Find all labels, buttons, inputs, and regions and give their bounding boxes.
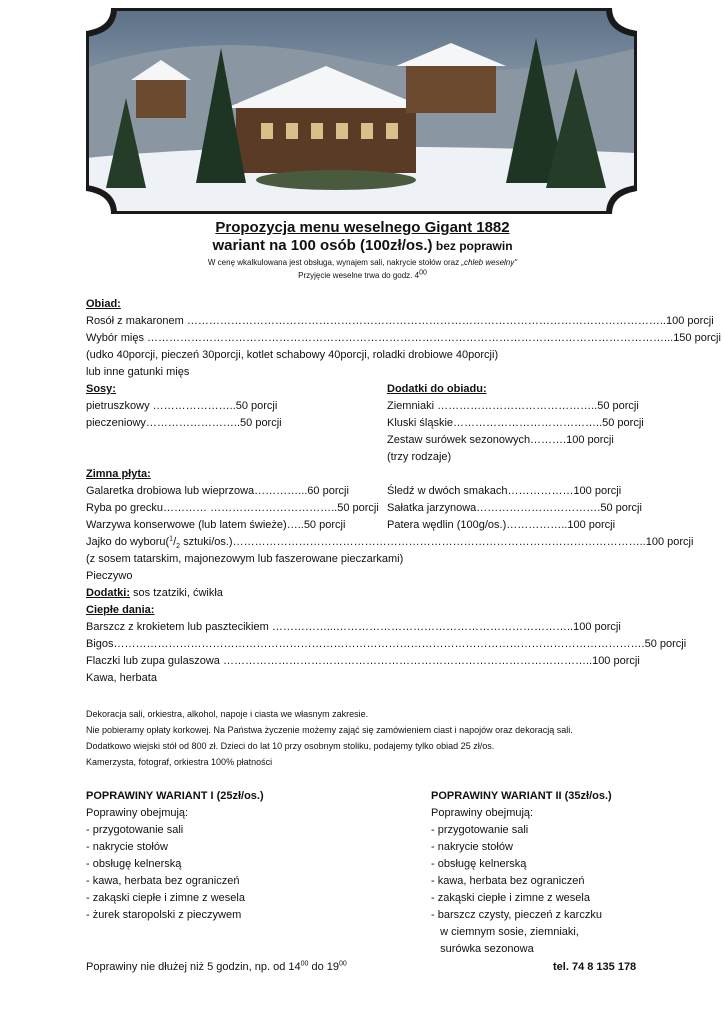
zimna-dodatki-label: Dodatki: xyxy=(86,587,130,599)
duration-sup: 00 xyxy=(419,269,427,277)
zimna-right-item: Śledź w dwóch smakach………………100 porcji xyxy=(387,485,622,497)
zimna-right-item: Sałatka jarzynowa…………………………….50 porcji xyxy=(387,502,642,514)
dodatki-obiad-item: Ziemniaki ……………………………………..50 porcji xyxy=(387,400,639,412)
cieple-heading: Ciepłe dania: xyxy=(86,604,155,616)
dodatki-obiad-item: Zestaw surówek sezonowych……….100 porcji xyxy=(387,434,614,446)
poprawiny1-item: - kawa, herbata bez ograniczeń xyxy=(86,875,240,887)
jajko-sup: 1 xyxy=(169,535,174,543)
poprawiny2-item: surówka sezonowa xyxy=(431,943,534,955)
poprawiny2-item: - barszcz czysty, pieczeń z karczku xyxy=(431,909,602,921)
zimna-pieczywo: Pieczywo xyxy=(86,570,133,582)
poprawiny1-item: - obsługę kelnerską xyxy=(86,858,182,870)
zimna-dodatki-text: sos tzatziki, ćwikła xyxy=(130,587,223,599)
jajko-sub: 2 xyxy=(176,543,181,551)
sosy-heading: Sosy: xyxy=(86,383,116,395)
poprawiny2-item: - przygotowanie sali xyxy=(431,824,529,836)
variant-suffix: bez poprawin xyxy=(432,239,513,253)
cieple-item: Bigos……………………………………………………………………………………………………………………………….50 porcji xyxy=(86,638,687,650)
cieple-item: Flaczki lub zupa gulaszowa ………………………………………………………………………………………..100 porcji xyxy=(86,655,640,667)
footer-sup2: 00 xyxy=(339,960,347,968)
poprawiny2-item: - obsługę kelnerską xyxy=(431,858,527,870)
zimna-jajko-detail: (z sosem tatarskim, majonezowym lub faszerowane pieczarkami) xyxy=(86,553,404,565)
obiad-wybor-detail: (udko 40porcji, pieczeń 30porcji, kotlet schabowy 40porcji, roladki drobiowe 40porcji) xyxy=(86,349,499,361)
jajko-suffix: sztuki/os.)…………………………………………………………………………………………………..100 porcji xyxy=(180,536,694,548)
poprawiny2-item: w ciemnym sosie, ziemniaki, xyxy=(431,926,579,938)
obiad-inne: lub inne gatunki mięs xyxy=(86,366,190,378)
dodatki-obiad-item: (trzy rodzaje) xyxy=(387,451,452,463)
poprawiny1-item: - zakąski ciepłe i zimne z wesela xyxy=(86,892,245,904)
jajko-slash: / xyxy=(173,536,177,548)
variant-line xyxy=(0,237,725,255)
footer-note xyxy=(86,959,347,976)
info-line: Dodatkowo wiejski stół od 800 zł. Dzieci do lat 10 przy osobnym stoliku, podajemy tylko obiad 25 zł/os. xyxy=(86,741,495,751)
hotel-winter-photo xyxy=(86,8,637,214)
zimna-right-item: Patera wędlin (100g/os.)……………..100 porcji xyxy=(387,519,616,531)
price-note-text: W cenę wkalkulowana jest obsługa, wynajem sali, nakrycie stołów oraz xyxy=(207,258,462,267)
variant-main: wariant na 100 osób (100zł/os.) xyxy=(212,237,433,254)
page-title: Propozycja menu weselnego Gigant 1882 xyxy=(215,219,510,236)
phone-number: tel. 74 8 135 178 xyxy=(553,961,637,973)
poprawiny1-heading: POPRAWINY WARIANT I (25zł/os.) xyxy=(86,790,264,802)
obiad-heading: Obiad: xyxy=(86,298,121,310)
cieple-item: Barszcz z krokietem lub pasztecikiem ……………...………………………………………………………..100 porcji xyxy=(86,621,621,633)
duration-note xyxy=(0,270,725,282)
obiad-rosol: Rosół z makaronem …………………………………………………………………………………………………………………..100 porcji xyxy=(86,315,714,327)
footer-middle: do 19 xyxy=(308,961,340,973)
price-note-italic: „chleb weselny" xyxy=(461,258,518,267)
sosy-item: pieczeniowy……………………..50 porcji xyxy=(86,417,282,429)
zimna-left-item: Warzywa konserwowe (lub latem świeże)…..50 porcji xyxy=(86,519,346,531)
sosy-item: pietruszkowy …………………..50 porcji xyxy=(86,400,278,412)
poprawiny2-item: Poprawiny obejmują: xyxy=(431,807,534,819)
poprawiny2-item: - nakrycie stołów xyxy=(431,841,513,853)
poprawiny2-item: - kawa, herbata bez ograniczeń xyxy=(431,875,585,887)
duration-text: Przyjęcie weselne trwa do godz. 4 xyxy=(298,271,420,280)
jajko-prefix: Jajko do wyboru( xyxy=(86,536,170,548)
footer-prefix: Poprawiny nie dłużej niż 5 godzin, np. od 14 xyxy=(86,961,301,973)
zimna-dodatki xyxy=(86,585,223,602)
poprawiny2-item: - zakąski ciepłe i zimne z wesela xyxy=(431,892,590,904)
info-line: Kamerzysta, fotograf, orkiestra 100% płatności xyxy=(86,757,273,767)
poprawiny1-item: - nakrycie stołów xyxy=(86,841,168,853)
poprawiny2-heading: POPRAWINY WARIANT II (35zł/os.) xyxy=(431,790,612,802)
info-line: Nie pobieramy opłaty korkowej. Na Państwa życzenie możemy zająć się zamówieniem ciast i napojów oraz dekoracją sali. xyxy=(86,725,573,735)
obiad-wybor: Wybór mięs ……………………………………………………………………………………………………………………………...150 porcji xyxy=(86,332,721,344)
footer-sup1: 00 xyxy=(300,960,309,968)
zimna-jajko xyxy=(86,534,693,551)
dodatki-obiad-heading: Dodatki do obiadu: xyxy=(387,383,487,395)
dodatki-obiad-item: Kluski śląskie…………………………………..50 porcji xyxy=(387,417,644,429)
info-line: Dekoracja sali, orkiestra, alkohol, napoje i ciasta we własnym zakresie. xyxy=(86,709,369,719)
poprawiny1-item: - przygotowanie sali xyxy=(86,824,184,836)
zimna-left-item: Ryba po grecku………… ……………………………..50 porcji xyxy=(86,502,379,514)
zimna-left-item: Galaretka drobiowa lub wieprzowa…………...60 porcji xyxy=(86,485,349,497)
poprawiny1-item: Poprawiny obejmują: xyxy=(86,807,189,819)
poprawiny1-item: - żurek staropolski z pieczywem xyxy=(86,909,242,921)
price-note xyxy=(0,257,725,269)
zimna-heading: Zimna płyta: xyxy=(86,468,151,480)
cieple-item: Kawa, herbata xyxy=(86,672,157,684)
